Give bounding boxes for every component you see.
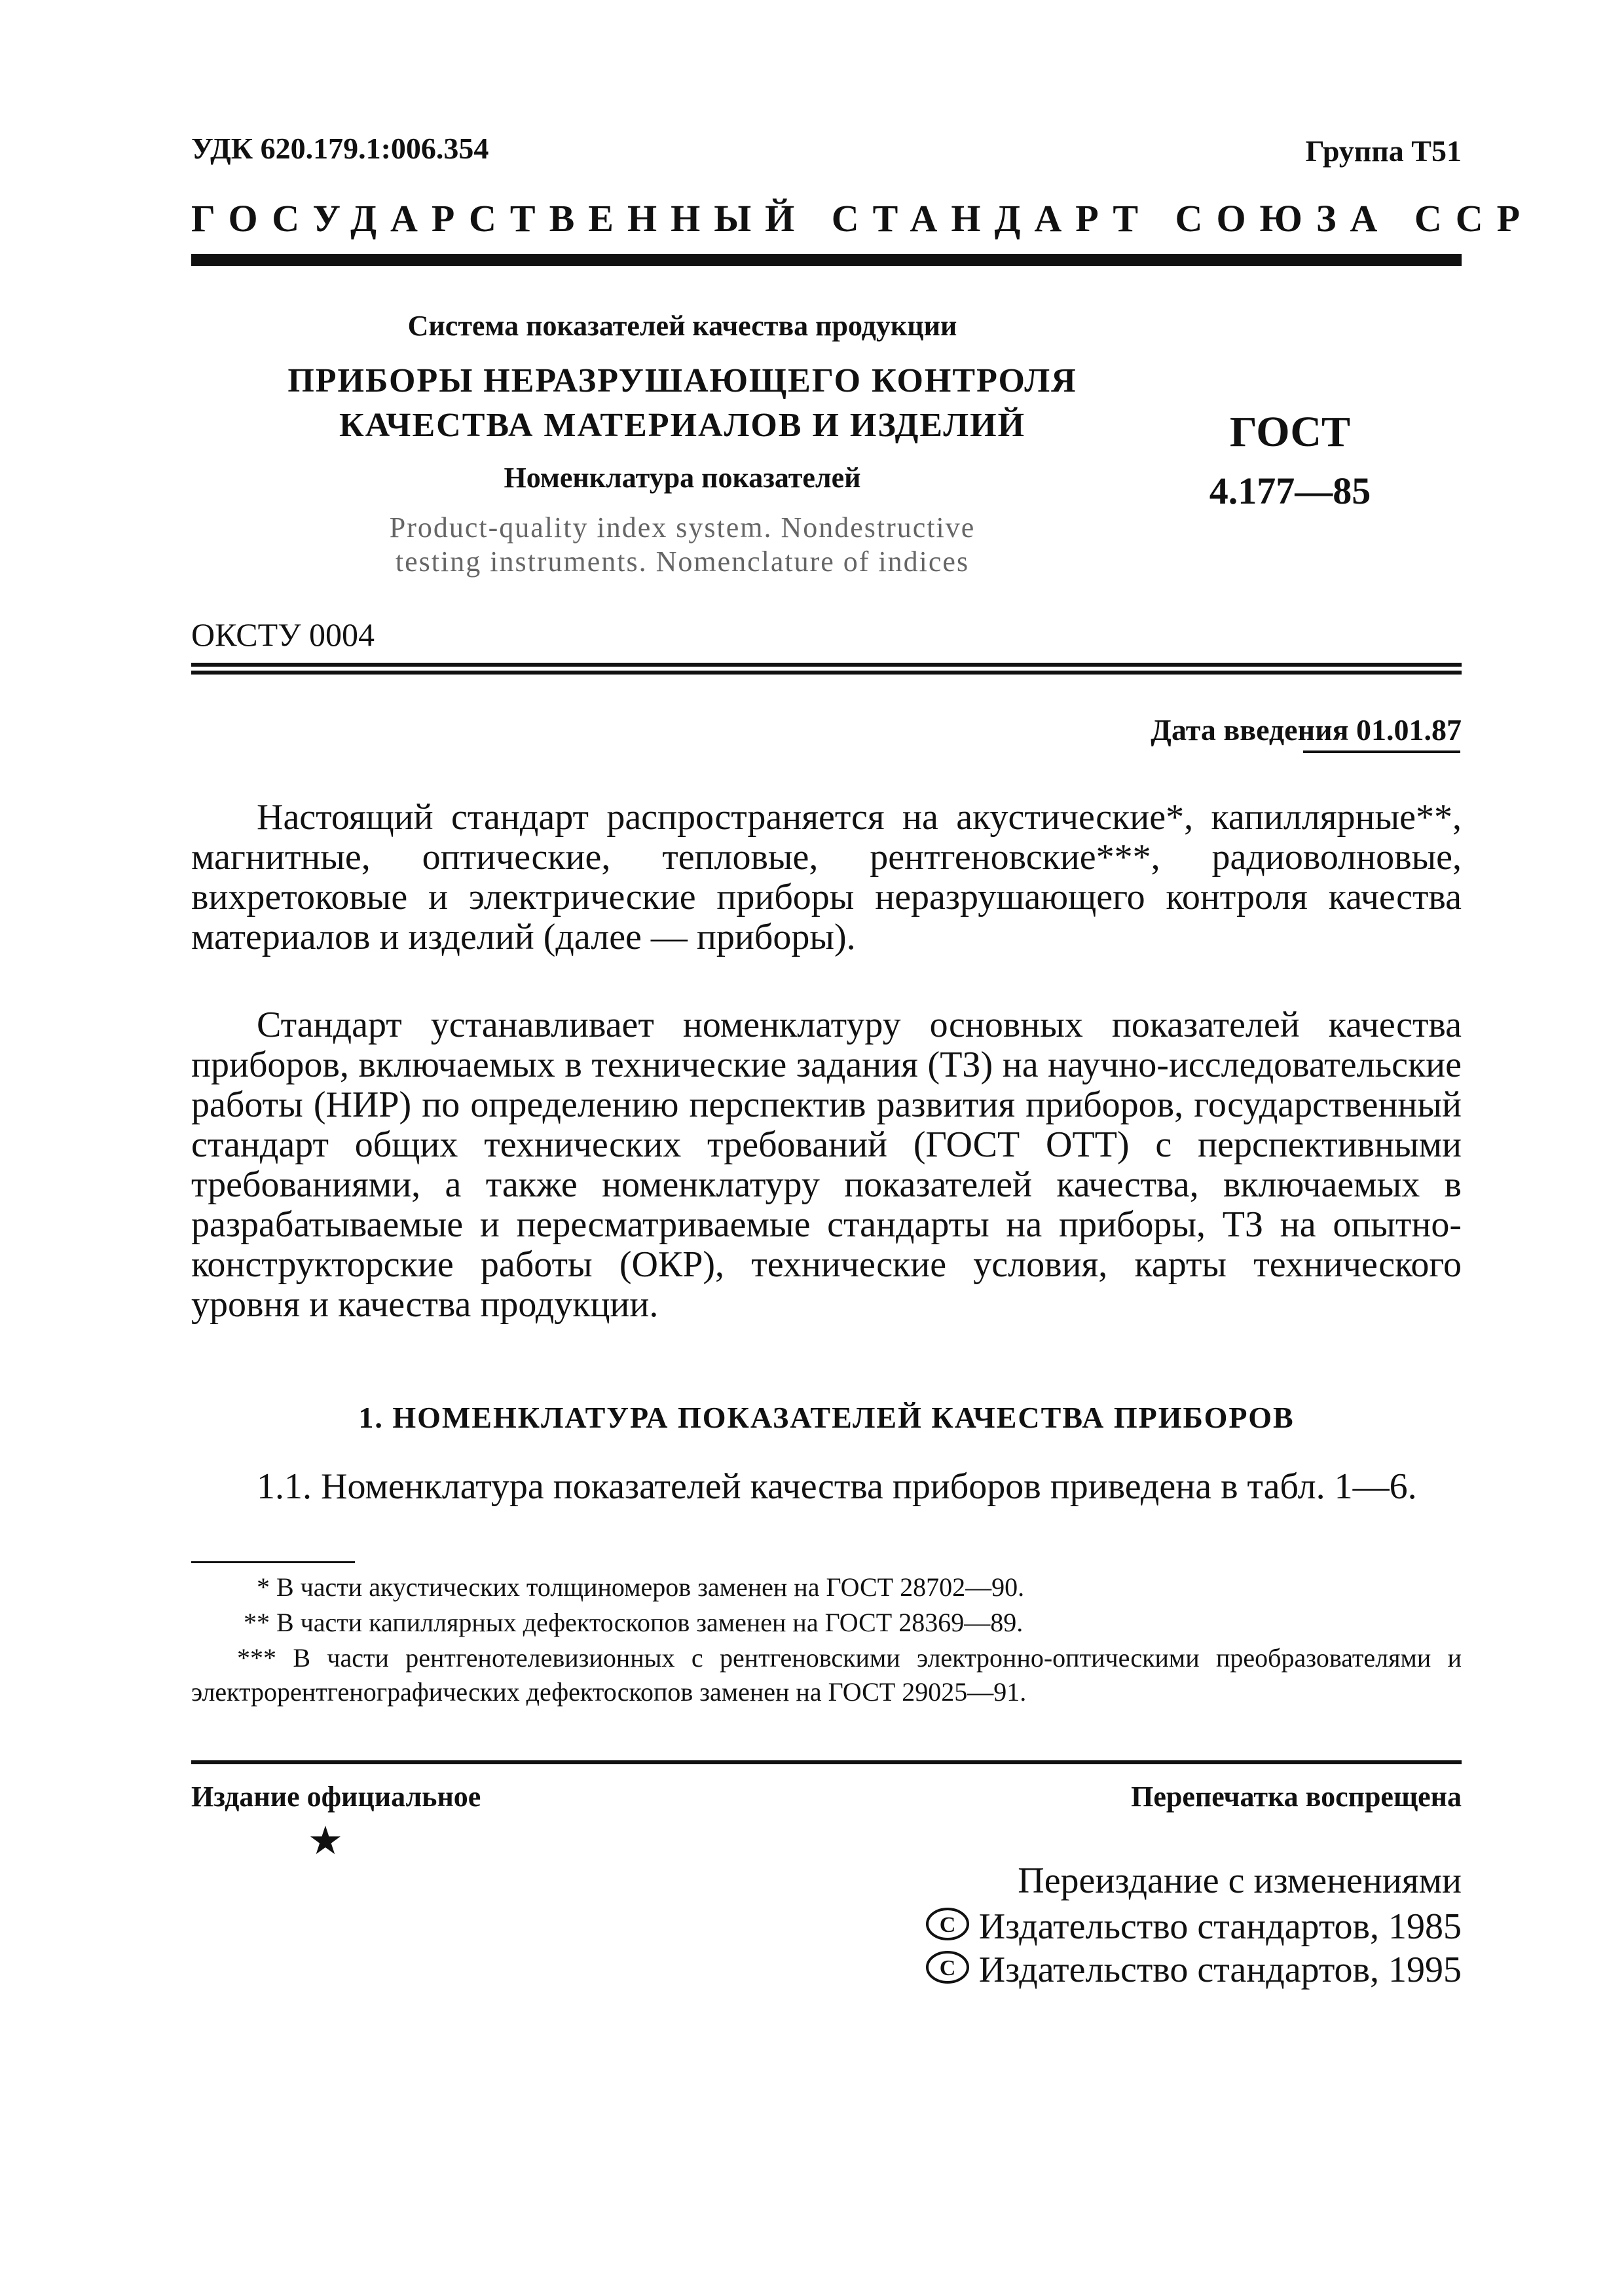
copyright-text-1985: Издательство стандартов, 1985 [978,1906,1462,1947]
standard-subtitle: Номенклатура показателей [504,462,861,494]
gost-number: 4.177—85 [1209,470,1371,512]
group-code: Группа Т51 [1305,134,1462,168]
header-title: ГОСУДАРСТВЕННЫЙ СТАНДАРТ СОЮЗА ССР [191,197,1534,240]
date-underline [1303,750,1460,753]
copyright-text-1995: Издательство стандартов, 1995 [978,1950,1462,1990]
footnote-1: * В части акустических толщиномеров заменен на ГОСТ 28702—90. [257,1572,1025,1602]
copyright-1995 [925,1949,1462,1991]
official-edition: Издание официальное [191,1781,481,1813]
footnote-2: ** В части капиллярных дефектоскопов заменен на ГОСТ 28369—89. [244,1608,1024,1637]
footnote-3: *** В части рентгенотелевизионных с рентгеновскими электронно-оптическими преобразователями и электрорентгенографических дефектоскопов заменен на ГОСТ 29025—91. [191,1643,1462,1707]
gost-label: ГОСТ [1229,408,1351,456]
header-rule [191,254,1462,266]
divider-rule-top [191,663,1462,667]
copyright-1985 [925,1906,1462,1948]
reprint-prohibited: Перепечатка воспрещена [1131,1781,1462,1813]
section-title: 1. НОМЕНКЛАТУРА ПОКАЗАТЕЛЕЙ КАЧЕСТВА ПРИБОРОВ [358,1401,1295,1434]
okstu-code: ОКСТУ 0004 [191,616,375,653]
intro-date: Дата введения 01.01.87 [1151,713,1462,747]
copyright-icon [925,1950,970,1984]
standard-title-line2: КАЧЕСТВА МАТЕРИАЛОВ И ИЗДЕЛИЙ [339,407,1026,444]
svg-text:C: C [939,1956,955,1980]
english-title-line2: testing instruments. Nomenclature of indices [395,546,970,578]
footer-rule [191,1760,1462,1764]
paragraph-purpose: Стандарт устанавливает номенклатуру основных показателей качества приборов, включаемых в технические задания (ТЗ) на научно-исследовательские работы (НИР) по определению перспектив развития приборов, государственный стандарт общих технических требований (ГОСТ ОТТ) с перспективными требованиями, а также номенклатуру показателей качества, включаемых в разрабатываемые и пересматриваемые стандарты на приборы, ТЗ на опытно-конструкторские работы (ОКР), технические условия, карты технического уровня и качества продукции. [191,1005,1462,1325]
reissue-note: Переиздание с изменениями [1018,1861,1462,1901]
footnote-rule [191,1561,355,1563]
svg-text:C: C [939,1913,955,1937]
divider-rule-bottom [191,671,1462,675]
paragraph-scope: Настоящий стандарт распространяется на акустические*, капиллярные**, магнитные, оптические, тепловые, рентгеновские***, радиоволновые, вихретоковые и электрические приборы неразрушающего контроля качества материалов и изделий (далее — приборы). [191,797,1462,957]
system-title: Система показателей качества продукции [407,310,957,342]
star-mark: ★ [308,1819,343,1862]
udk-code: УДК 620.179.1:006.354 [191,132,489,165]
copyright-icon [925,1907,970,1941]
paragraph-1-1: 1.1. Номенклатура показателей качества приборов приведена в табл. 1—6. [257,1466,1417,1507]
english-title-line1: Product-quality index system. Nondestructive [389,511,976,544]
standard-title-line1: ПРИБОРЫ НЕРАЗРУШАЮЩЕГО КОНТРОЛЯ [287,362,1077,399]
